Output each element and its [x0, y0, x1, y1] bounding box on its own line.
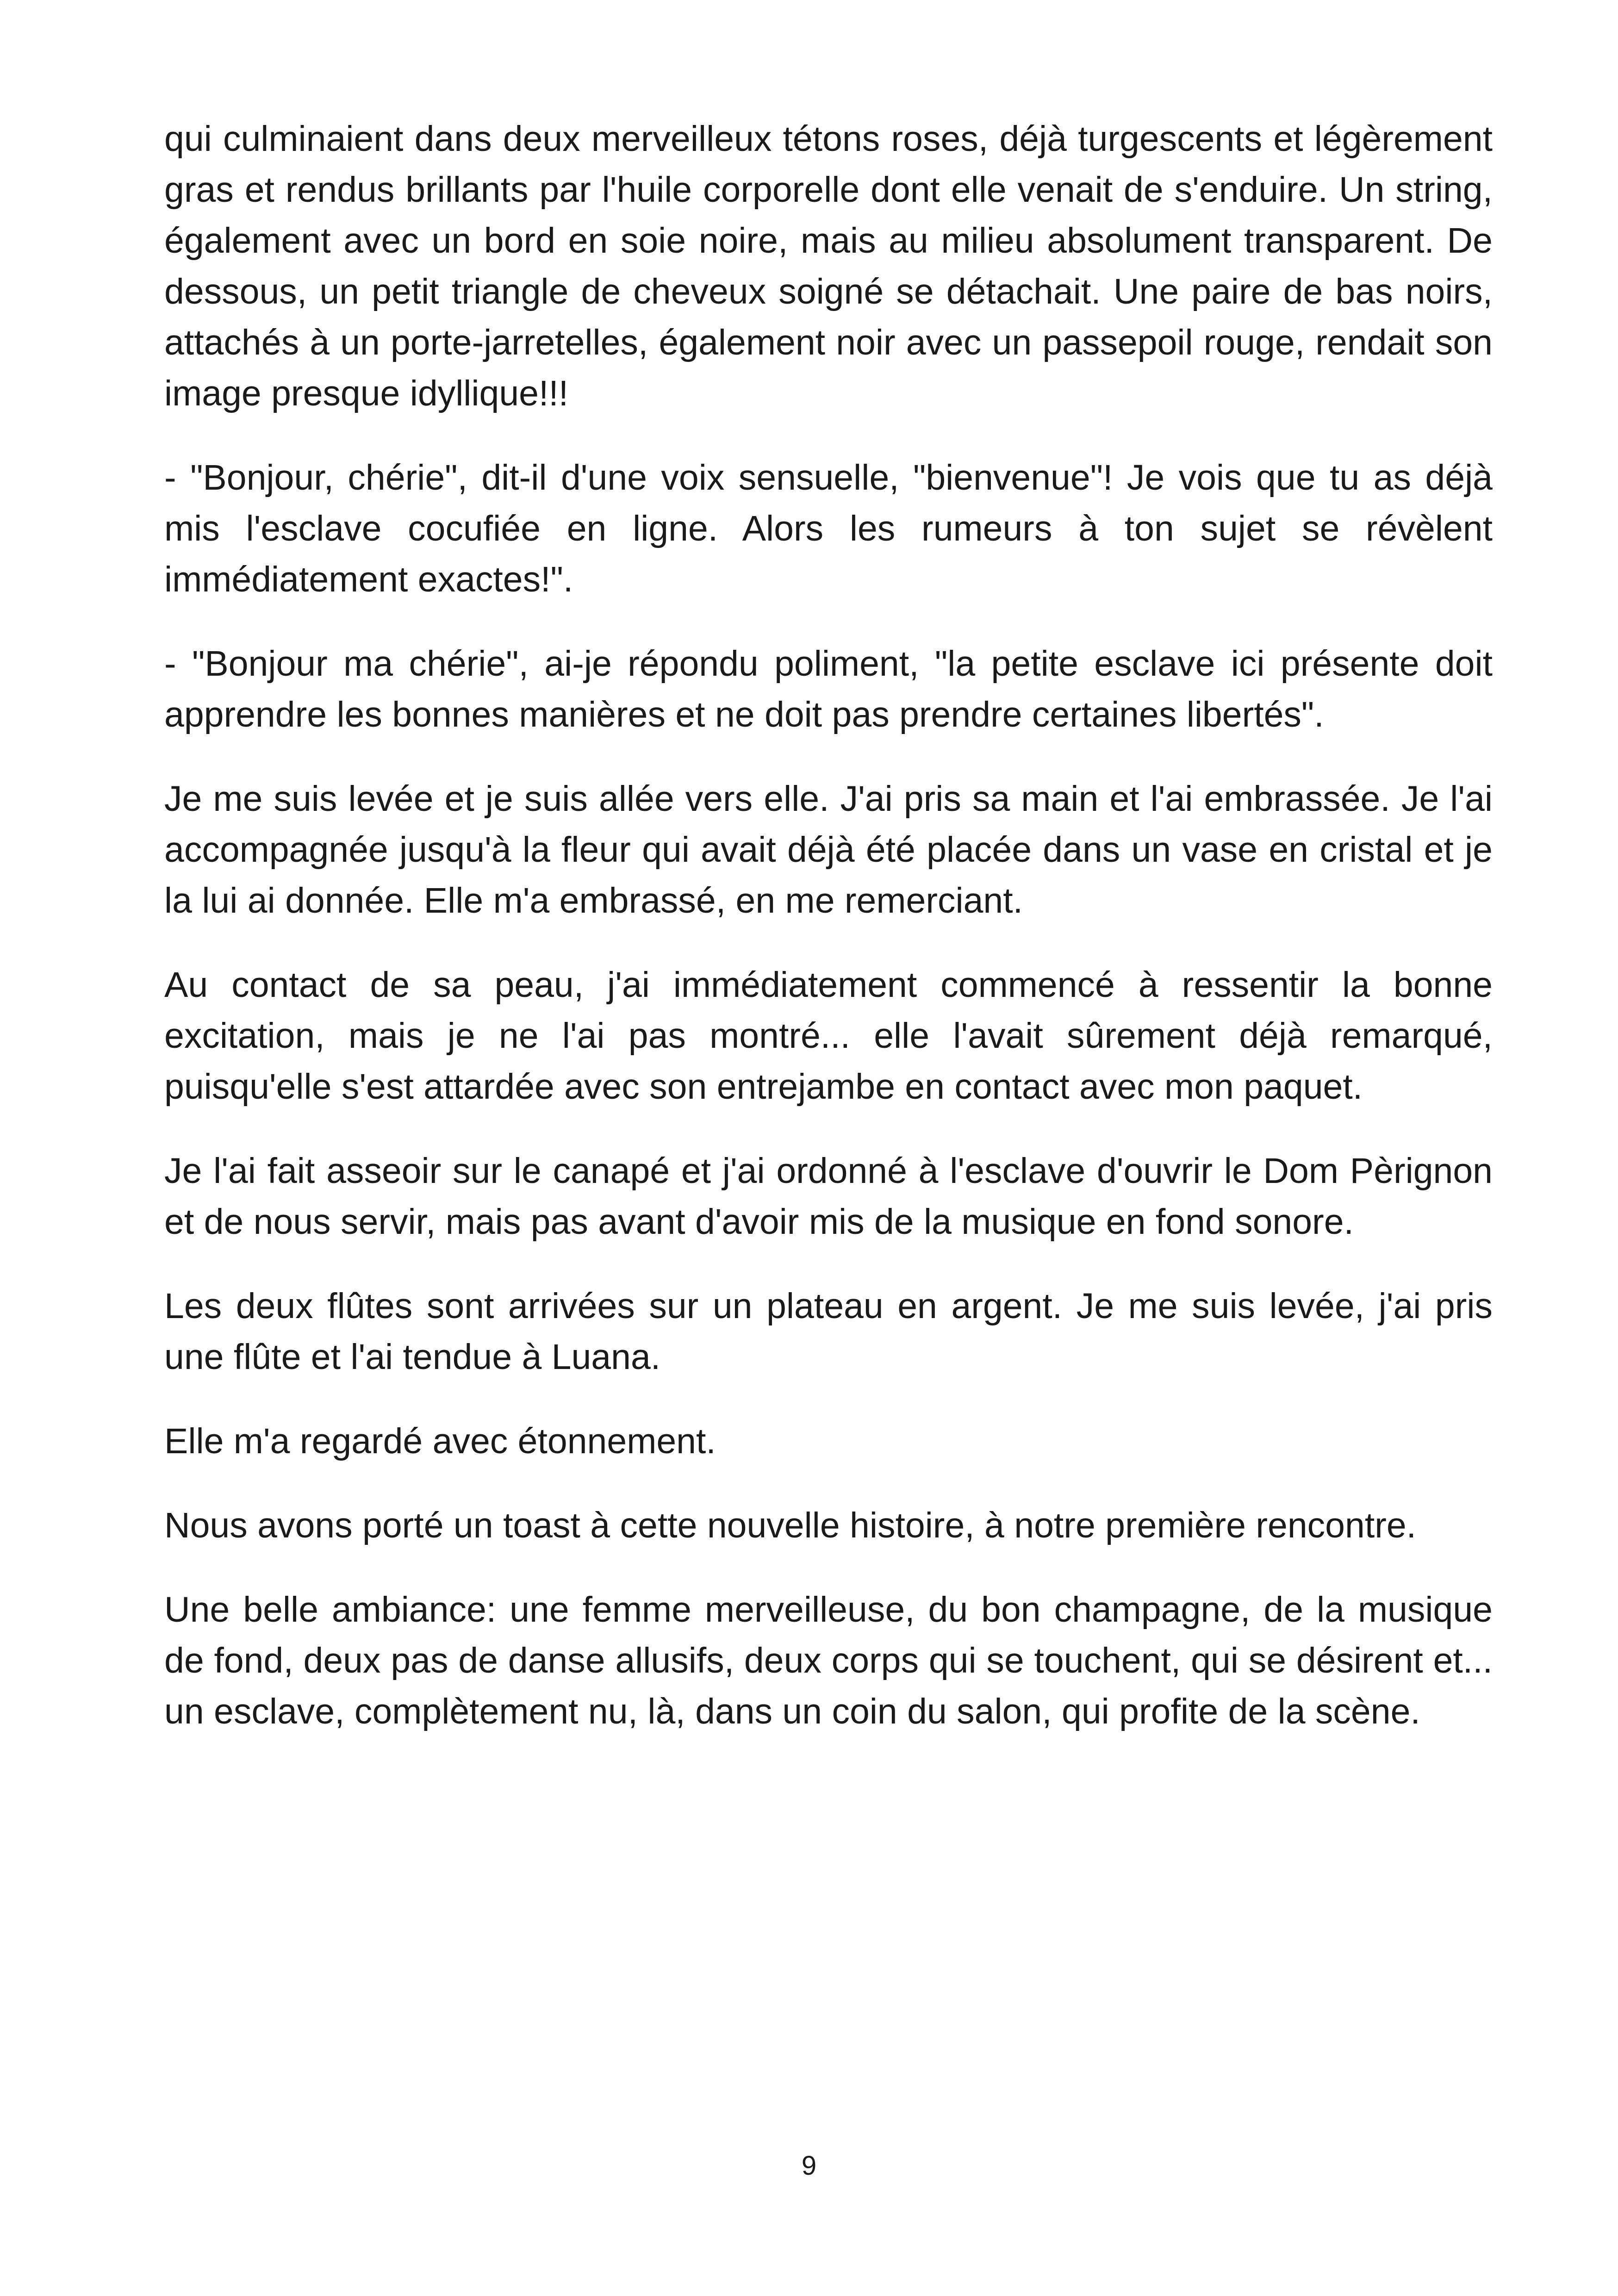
paragraph: qui culminaient dans deux merveilleux tétons roses, déjà turgescents et légèrement gras et rendus brillants par l'huile corporelle dont elle venait de s'enduire. Un string, également avec un bord en soie noire, mais au milieu absolument transparent. De dessous, un petit triangle de cheveux soigné se détachait. Une paire de bas noirs, attachés à un porte-jarretelles, également noir avec un passepoil rouge, rendait son image presque idyllique!!!	[164, 119, 1493, 413]
paragraph: - "Bonjour ma chérie", ai-je répondu poliment, "la petite esclave ici présente doit apprendre les bonnes manières et ne doit pas prendre certaines libertés".	[164, 644, 1493, 734]
paragraph: Les deux flûtes sont arrivées sur un plateau en argent. Je me suis levée, j'ai pris une flûte et l'ai tendue à Luana.	[164, 1286, 1493, 1377]
paragraph: Je me suis levée et je suis allée vers elle. J'ai pris sa main et l'ai embrassée. Je l'ai accompagnée jusqu'à la fleur qui avait déjà été placée dans un vase en cristal et je la lui ai donnée. Elle m'a embrassé, en me remerciant.	[164, 779, 1493, 921]
paragraph: Elle m'a regardé avec étonnement.	[164, 1421, 716, 1461]
page-body	[164, 113, 1493, 1770]
page-number: 9	[801, 2151, 817, 2181]
paragraph: Nous avons porté un toast à cette nouvelle histoire, à notre première rencontre.	[164, 1506, 1417, 1545]
paragraph: Au contact de sa peau, j'ai immédiatement commencé à ressentir la bonne excitation, mais je ne l'ai pas montré... elle l'avait sûrement déjà remarqué, puisqu'elle s'est attardée avec son entrejambe en contact avec mon paquet.	[164, 965, 1493, 1107]
paragraph: - "Bonjour, chérie", dit-il d'une voix sensuelle, "bienvenue"! Je vois que tu as déjà mis l'esclave cocufiée en ligne. Alors les rumeurs à ton sujet se révèlent immédiatement exactes!".	[164, 458, 1493, 599]
paragraph: Je l'ai fait asseoir sur le canapé et j'ai ordonné à l'esclave d'ouvrir le Dom Pèrignon et de nous servir, mais pas avant d'avoir mis de la musique en fond sonore.	[164, 1151, 1493, 1242]
paragraph: Une belle ambiance: une femme merveilleuse, du bon champagne, de la musique de fond, deux pas de danse allusifs, deux corps qui se touchent, qui se désirent et... un esclave, complètement nu, là, dans un coin du salon, qui profite de la scène.	[164, 1590, 1493, 1731]
